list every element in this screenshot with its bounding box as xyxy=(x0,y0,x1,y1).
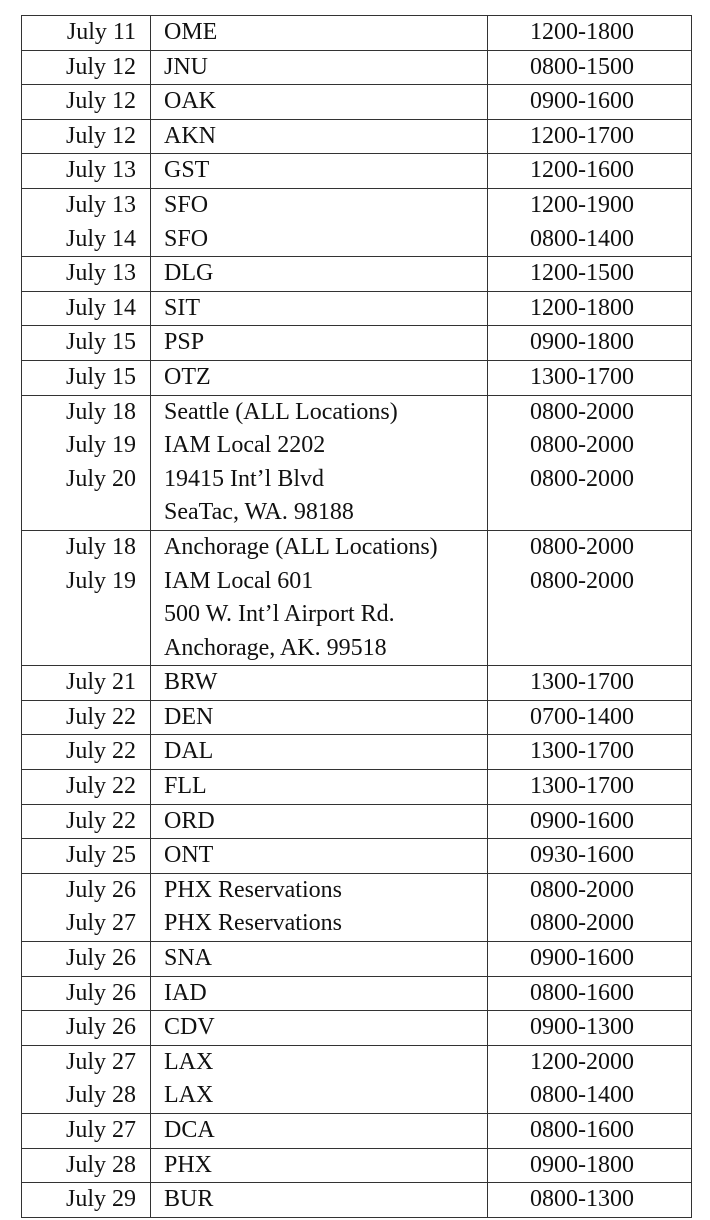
location-cell xyxy=(151,154,488,189)
location-text: ORD xyxy=(164,807,215,834)
time-cell xyxy=(488,1011,692,1046)
location-text: IAM Local 2202 xyxy=(164,432,326,459)
date-cell xyxy=(22,873,151,941)
table-row xyxy=(22,1148,692,1183)
date-cell xyxy=(22,1011,151,1046)
location-text: DCA xyxy=(164,1117,215,1143)
date-cell xyxy=(22,85,151,120)
date-text: July 15 xyxy=(65,363,136,390)
time-text: 0800-2000 xyxy=(530,533,634,560)
date-text: July 15 xyxy=(65,329,136,356)
time-text: 0900-1800 xyxy=(530,1151,634,1178)
location-text: DEN xyxy=(164,703,214,730)
time-text: 0800-1300 xyxy=(530,1186,634,1213)
time-text: 1300-1700 xyxy=(530,363,634,390)
time-text: 0700-1400 xyxy=(530,703,634,730)
date-text: July 20 xyxy=(65,465,136,492)
date-cell xyxy=(22,804,151,839)
date-cell xyxy=(22,700,151,735)
time-cell xyxy=(488,50,692,85)
time-text: 0800-1500 xyxy=(530,53,634,80)
table-row xyxy=(22,1114,692,1149)
date-cell xyxy=(22,666,151,701)
table-row xyxy=(22,291,692,326)
time-cell xyxy=(488,666,692,701)
time-text: 0800-1400 xyxy=(530,225,634,252)
location-cell xyxy=(151,976,488,1011)
time-text: 1300-1700 xyxy=(530,773,634,800)
table-row xyxy=(22,50,692,85)
time-cell xyxy=(488,154,692,189)
date-cell xyxy=(22,154,151,189)
date-cell xyxy=(22,50,151,85)
date-cell xyxy=(22,291,151,326)
location-text: DLG xyxy=(164,260,214,287)
location-text: SFO xyxy=(164,191,209,218)
location-cell xyxy=(151,1011,488,1046)
location-cell xyxy=(151,770,488,805)
table-row xyxy=(22,154,692,189)
time-cell xyxy=(488,85,692,120)
date-cell xyxy=(22,735,151,770)
location-cell xyxy=(151,1148,488,1183)
time-cell xyxy=(488,257,692,292)
table-row xyxy=(22,839,692,874)
time-text: 1200-1800 xyxy=(530,294,634,321)
time-text: 0800-2000 xyxy=(530,876,634,903)
location-cell xyxy=(151,839,488,874)
date-cell xyxy=(22,1114,151,1149)
time-cell xyxy=(488,873,692,941)
date-text: July 26 xyxy=(65,945,136,972)
date-text: July 22 xyxy=(65,807,136,834)
table-row xyxy=(22,85,692,120)
time-text: 0800-2000 xyxy=(530,465,634,492)
table-row xyxy=(22,1183,692,1218)
date-text: July 21 xyxy=(65,669,136,696)
time-cell xyxy=(488,16,692,51)
location-cell xyxy=(151,873,488,941)
time-cell xyxy=(488,770,692,805)
time-cell xyxy=(488,1045,692,1113)
location-text: LAX xyxy=(164,1048,214,1075)
table-row xyxy=(22,666,692,701)
date-text: July 12 xyxy=(65,88,136,115)
location-text: BUR xyxy=(164,1186,214,1213)
table-row xyxy=(22,16,692,51)
location-cell xyxy=(151,1045,488,1113)
date-cell xyxy=(22,1148,151,1183)
location-text: JNU xyxy=(164,53,209,80)
time-text: 0900-1300 xyxy=(530,1014,634,1041)
location-text: SIT xyxy=(164,294,200,321)
location-cell xyxy=(151,291,488,326)
table-row xyxy=(22,257,692,292)
date-text: July 18 xyxy=(65,533,136,560)
time-text: 1200-1900 xyxy=(530,191,634,218)
location-cell xyxy=(151,804,488,839)
date-cell xyxy=(22,530,151,665)
date-text: July 18 xyxy=(65,398,136,425)
time-text: 1200-1600 xyxy=(530,157,634,184)
date-text: July 14 xyxy=(65,225,136,252)
time-cell xyxy=(488,1148,692,1183)
location-cell xyxy=(151,360,488,395)
time-text: 0800-1400 xyxy=(530,1082,634,1109)
location-cell xyxy=(151,666,488,701)
schedule-body xyxy=(22,16,692,1218)
time-cell xyxy=(488,360,692,395)
date-text: July 26 xyxy=(65,1014,136,1041)
date-text: July 12 xyxy=(65,122,136,149)
location-cell xyxy=(151,16,488,51)
time-cell xyxy=(488,326,692,361)
location-cell xyxy=(151,1114,488,1149)
time-text: 1200-2000 xyxy=(530,1048,634,1075)
date-text: July 25 xyxy=(65,842,136,869)
time-cell xyxy=(488,976,692,1011)
table-row xyxy=(22,360,692,395)
time-cell xyxy=(488,942,692,977)
time-text: 0900-1600 xyxy=(530,88,634,115)
time-text: 0900-1800 xyxy=(530,329,634,356)
location-cell xyxy=(151,50,488,85)
time-cell xyxy=(488,700,692,735)
location-text: SNA xyxy=(164,945,213,972)
time-cell xyxy=(488,735,692,770)
table-row xyxy=(22,188,692,256)
location-text: CDV xyxy=(164,1014,215,1041)
time-text: 1200-1500 xyxy=(530,260,634,287)
date-text: July 22 xyxy=(65,773,136,800)
date-text: July 13 xyxy=(65,191,136,218)
schedule-table xyxy=(21,15,692,1218)
time-cell xyxy=(488,1183,692,1218)
location-cell xyxy=(151,119,488,154)
table-row xyxy=(22,1045,692,1113)
location-text: FLL xyxy=(164,773,207,800)
date-text: July 14 xyxy=(65,294,136,321)
date-text: July 26 xyxy=(65,979,136,1006)
date-cell xyxy=(22,839,151,874)
location-text: OAK xyxy=(164,88,216,115)
table-row xyxy=(22,976,692,1011)
location-cell xyxy=(151,942,488,977)
date-cell xyxy=(22,395,151,530)
date-text: July 11 xyxy=(66,19,136,45)
location-cell xyxy=(151,735,488,770)
table-row xyxy=(22,530,692,665)
time-cell xyxy=(488,1114,692,1149)
location-text: PHX Reservations xyxy=(164,910,342,937)
location-cell xyxy=(151,326,488,361)
location-text: DAL xyxy=(164,738,214,765)
date-text: July 28 xyxy=(65,1082,136,1109)
location-text: PHX xyxy=(164,1151,213,1178)
location-text: AKN xyxy=(164,122,216,149)
table-row xyxy=(22,873,692,941)
table-row xyxy=(22,700,692,735)
date-cell xyxy=(22,257,151,292)
table-row xyxy=(22,804,692,839)
location-text: GST xyxy=(164,157,210,184)
location-cell xyxy=(151,1183,488,1218)
table-row xyxy=(22,735,692,770)
date-text: July 28 xyxy=(65,1151,136,1178)
time-text: 1300-1700 xyxy=(530,738,634,765)
location-text: SeaTac, WA. 98188 xyxy=(164,499,354,526)
location-text: ONT xyxy=(164,842,214,869)
date-cell xyxy=(22,119,151,154)
date-text: July 27 xyxy=(65,1117,136,1143)
time-text: 1200-1800 xyxy=(530,19,634,45)
location-text: 19415 Int’l Blvd xyxy=(164,465,324,492)
date-text: July 13 xyxy=(65,260,136,287)
time-text: 0800-2000 xyxy=(530,910,634,937)
time-text: 0930-1600 xyxy=(530,842,634,869)
time-text: 0800-2000 xyxy=(530,567,634,594)
time-cell xyxy=(488,839,692,874)
date-cell xyxy=(22,188,151,256)
location-text: 500 W. Int’l Airport Rd. xyxy=(164,601,395,628)
location-text: OME xyxy=(164,19,218,45)
date-text: July 12 xyxy=(65,53,136,80)
date-cell xyxy=(22,770,151,805)
time-text: 0800-2000 xyxy=(530,432,634,459)
time-cell xyxy=(488,804,692,839)
location-cell xyxy=(151,188,488,256)
date-cell xyxy=(22,326,151,361)
location-cell xyxy=(151,700,488,735)
location-text: PSP xyxy=(164,329,205,356)
table-row xyxy=(22,395,692,530)
location-cell xyxy=(151,85,488,120)
table-row xyxy=(22,119,692,154)
date-text: July 19 xyxy=(65,567,136,594)
location-cell xyxy=(151,530,488,665)
date-text: July 26 xyxy=(65,876,136,903)
location-text: IAD xyxy=(164,979,207,1006)
date-cell xyxy=(22,16,151,51)
date-text: July 19 xyxy=(65,432,136,459)
time-cell xyxy=(488,119,692,154)
location-text: SFO xyxy=(164,225,209,252)
date-text: July 27 xyxy=(65,910,136,937)
date-text: July 29 xyxy=(65,1186,136,1213)
date-cell xyxy=(22,1045,151,1113)
time-text: 0900-1600 xyxy=(530,945,634,972)
date-text: July 22 xyxy=(65,703,136,730)
location-text: Anchorage, AK. 99518 xyxy=(164,634,387,661)
table-row xyxy=(22,942,692,977)
date-text: July 13 xyxy=(65,157,136,184)
date-cell xyxy=(22,1183,151,1218)
location-text: LAX xyxy=(164,1082,214,1109)
date-cell xyxy=(22,360,151,395)
time-text: 1200-1700 xyxy=(530,122,634,149)
time-cell xyxy=(488,395,692,530)
date-text: July 22 xyxy=(65,738,136,765)
time-cell xyxy=(488,530,692,665)
table-row xyxy=(22,770,692,805)
table-row xyxy=(22,326,692,361)
location-text: PHX Reservations xyxy=(164,876,342,903)
table-row xyxy=(22,1011,692,1046)
date-cell xyxy=(22,976,151,1011)
time-text: 0800-2000 xyxy=(530,398,634,425)
location-cell xyxy=(151,257,488,292)
location-text: Anchorage (ALL Locations) xyxy=(164,533,438,560)
time-cell xyxy=(488,188,692,256)
location-text: OTZ xyxy=(164,363,211,390)
date-text: July 27 xyxy=(65,1048,136,1075)
location-text: Seattle (ALL Locations) xyxy=(164,398,398,425)
time-text: 1300-1700 xyxy=(530,669,634,696)
location-text: IAM Local 601 xyxy=(164,567,314,594)
time-text: 0800-1600 xyxy=(530,979,634,1006)
time-cell xyxy=(488,291,692,326)
location-text: BRW xyxy=(164,669,218,696)
time-text: 0800-1600 xyxy=(530,1117,634,1143)
time-text: 0900-1600 xyxy=(530,807,634,834)
location-cell xyxy=(151,395,488,530)
date-cell xyxy=(22,942,151,977)
